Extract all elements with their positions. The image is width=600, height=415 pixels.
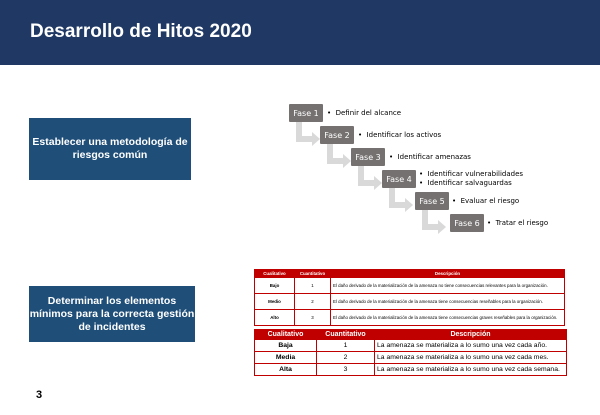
slide-title: Desarrollo de Hitos 2020 bbox=[30, 21, 252, 42]
table-cell: La amenaza se materializa a lo sumo una vez cada mes. bbox=[375, 352, 567, 364]
probability-table bbox=[254, 329, 567, 376]
table-cell: 1 bbox=[295, 278, 331, 294]
table-cell: El daño derivado de la materialización de la amenaza tiene consecuencias reseñables para la organización. bbox=[331, 294, 565, 310]
table-cell: 3 bbox=[295, 310, 331, 326]
table-cell: Alta bbox=[255, 364, 317, 376]
table-cell: Alto bbox=[255, 310, 295, 326]
table-header-cell: Descripción bbox=[331, 270, 565, 278]
methodology-box: Establecer una metodología de riesgos común bbox=[29, 118, 191, 180]
phase-arrow-4 bbox=[389, 188, 413, 212]
table-cell: La amenaza se materializa a lo sumo una vez cada año. bbox=[375, 340, 567, 352]
table-cell: El daño derivado de la materialización de la amenaza tiene consecuencias graves reseñables para la organización. bbox=[331, 310, 565, 326]
table-header-cell: Descripción bbox=[375, 330, 567, 340]
table-cell: La amenaza se materializa a lo sumo una vez cada semana. bbox=[375, 364, 567, 376]
probability-table-header bbox=[255, 330, 567, 340]
table-cell: Medio bbox=[255, 294, 295, 310]
table-row bbox=[255, 278, 565, 294]
phase-6-text: • Tratar el riesgo bbox=[487, 219, 549, 227]
impact-table-header bbox=[255, 270, 565, 278]
phase-1: Fase 1 bbox=[289, 104, 323, 122]
table-row bbox=[255, 340, 567, 352]
table-row bbox=[255, 310, 565, 326]
phase-arrow-2 bbox=[327, 144, 351, 168]
page-number: 3 bbox=[36, 389, 43, 401]
table-cell: 2 bbox=[295, 294, 331, 310]
incident-management-box: Determinar los elementos mínimos para la correcta gestión de incidentes bbox=[29, 286, 195, 342]
table-cell: Baja bbox=[255, 340, 317, 352]
table-cell: 2 bbox=[317, 352, 375, 364]
phase-4-text: • Identificar vulnerabilidades • Identificar salvaguardas bbox=[419, 170, 524, 187]
table-cell: Bajo bbox=[255, 278, 295, 294]
phase-arrow-3 bbox=[358, 166, 382, 190]
table-cell: 3 bbox=[317, 364, 375, 376]
table-row bbox=[255, 294, 565, 310]
phase-1-text: • Definir del alcance bbox=[327, 109, 402, 117]
table-header-cell: Cuantitativo bbox=[317, 330, 375, 340]
phase-2: Fase 2 bbox=[320, 126, 354, 144]
phase-3-text: • Identificar amenazas bbox=[389, 153, 471, 161]
phase-5: Fase 5 bbox=[415, 192, 449, 210]
table-cell: Media bbox=[255, 352, 317, 364]
phase-arrow-5 bbox=[422, 210, 446, 234]
impact-table bbox=[254, 269, 565, 326]
table-header-cell: Cualitativo bbox=[255, 330, 317, 340]
phase-2-text: • Identificar los activos bbox=[358, 131, 442, 139]
phase-6: Fase 6 bbox=[450, 214, 484, 232]
table-cell: 1 bbox=[317, 340, 375, 352]
phase-3: Fase 3 bbox=[351, 148, 385, 166]
table-header-cell: Cuantitativo bbox=[295, 270, 331, 278]
table-cell: El daño derivado de la materialización de la amenaza no tiene consecuencias relevantes para la organización. bbox=[331, 278, 565, 294]
phase-arrow-1 bbox=[296, 122, 320, 146]
phase-4: Fase 4 bbox=[382, 170, 416, 188]
table-header-cell: Cualitativo bbox=[255, 270, 295, 278]
table-row bbox=[255, 352, 567, 364]
phase-5-text: • Evaluar el riesgo bbox=[452, 197, 520, 205]
table-row bbox=[255, 364, 567, 376]
